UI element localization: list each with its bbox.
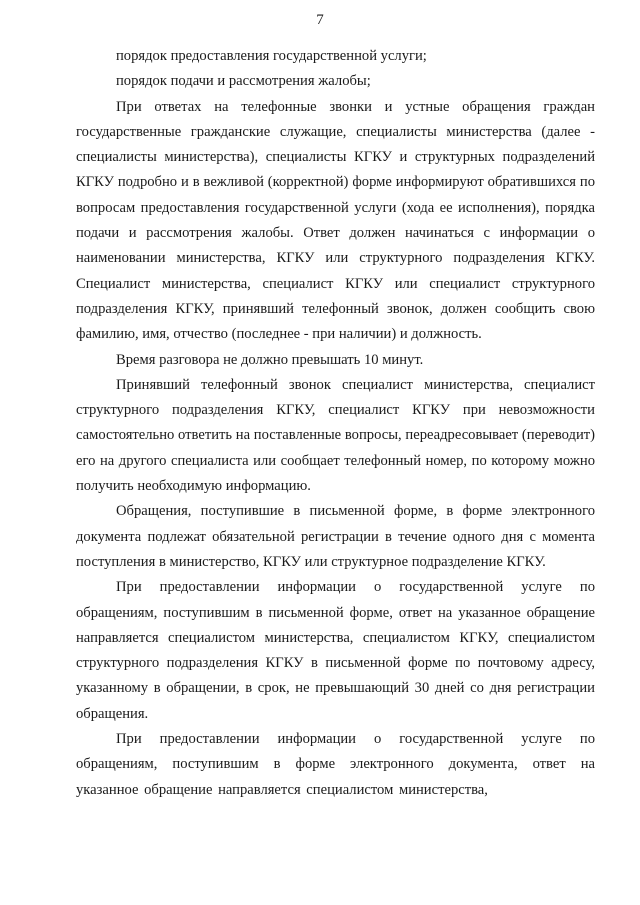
document-body — [76, 44, 595, 803]
paragraph-registration: Обращения, поступившие в письменной форме, в форме электронного документа подлежат обязательной регистрации в течение одного дня с момента поступления в министерство, КГКУ или структурное подразделение КГКУ. — [76, 503, 595, 570]
paragraph-procedure-complaint: порядок подачи и рассмотрения жалобы; — [116, 73, 371, 90]
paragraph-phone-answers: При ответах на телефонные звонки и устные обращения граждан государственные гражданские служащие, специалисты министерства (далее - специалисты министерства), специалисты КГКУ и структурных подразделений КГКУ подробно и в вежливой (корректной) форме информируют обратившихся по вопросам предоставления государственной услуги (хода ее исполнения), порядка подачи и рассмотрения жалобы. Ответ должен начинаться с информации о наименовании министерства, КГКУ или структурного подразделения КГКУ. Специалист министерства, специалист КГКУ или специалист структурного подразделения КГКУ, принявший телефонный звонок, должен сообщить свою фамилию, имя, отчество (последнее - при наличии) и должность. — [76, 98, 595, 343]
page-number: 7 — [316, 12, 324, 28]
paragraph-electronic-response: При предоставлении информации о государственной услуге по обращениям, поступившим в форме электронного документа, ответ на указанное обращение направляется специалистом министерства, — [76, 731, 595, 798]
paragraph-written-response: При предоставлении информации о государственной услуге по обращениям, поступившим в письменной форме, ответ на указанное обращение направляется специалистом министерства, специалистом КГКУ, специалистом структурного подразделения КГКУ в письменной форме по почтовому адресу, указанному в обращении, в срок, не превышающий 30 дней со дня регистрации обращения. — [76, 579, 595, 722]
paragraph-procedure-provision: порядок предоставления государственной услуги; — [116, 48, 427, 64]
paragraph-call-redirect: Принявший телефонный звонок специалист министерства, специалист структурного подразделения КГКУ, специалист КГКУ при невозможности самостоятельно ответить на поставленные вопросы, переадресовывает (переводит) его на другого специалиста или сообщает телефонный номер, по которому можно получить необходимую информацию. — [76, 376, 595, 495]
paragraph-call-duration: Время разговора не должно превышать 10 минут. — [116, 351, 424, 368]
